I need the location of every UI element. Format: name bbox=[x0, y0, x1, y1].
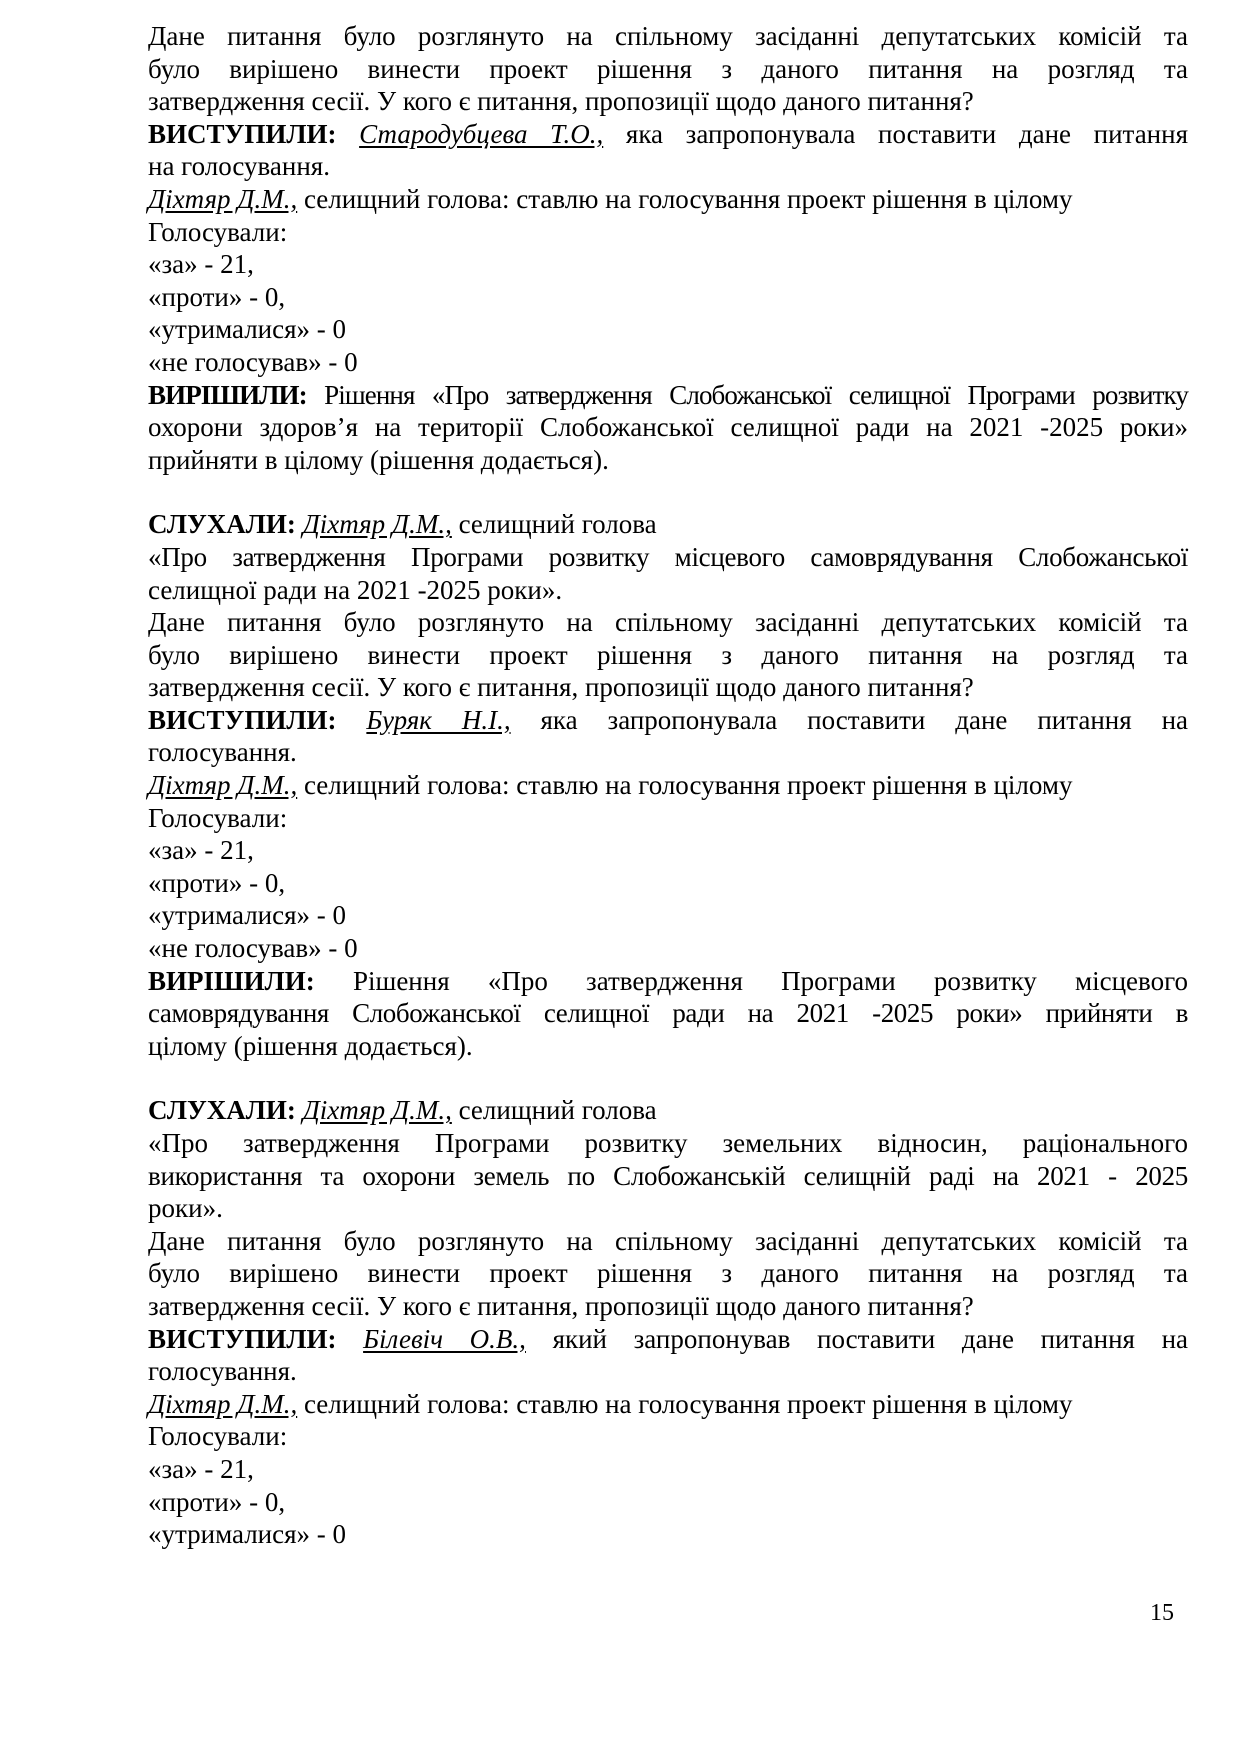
head-text: селищний голова: ставлю на голосування проект рішення в цілому bbox=[297, 770, 1073, 801]
intro-line: затвердження сесії. У кого є питання, пропозиції щодо даного питання? bbox=[148, 1290, 974, 1321]
spoke-label: ВИСТУПИЛИ: bbox=[148, 118, 337, 149]
head-name: Діхтяр Д.М., bbox=[148, 183, 298, 214]
decided-line bbox=[148, 379, 1188, 412]
topic-line: «Про затвердження Програми розвитку земельних відносин, раціонального bbox=[148, 1128, 1188, 1158]
spoke-line-cont: голосування. bbox=[148, 1356, 297, 1387]
vote-abstained: «утрималися» - 0 bbox=[148, 900, 347, 931]
head-text: селищний голова: ставлю на голосування проект рішення в цілому bbox=[297, 1388, 1073, 1419]
heard-label: СЛУХАЛИ: bbox=[148, 1095, 296, 1126]
heard-name: Діхтяр Д.М., bbox=[302, 1095, 452, 1126]
decided-label: ВИРІШИЛИ: bbox=[148, 965, 315, 996]
vote-against: «проти» - 0, bbox=[148, 867, 286, 898]
intro-line: було вирішено винести проект рішення з даного питання на розгляд та bbox=[148, 53, 1188, 84]
votes-heading: Голосували: bbox=[148, 216, 288, 247]
spoke-line bbox=[148, 118, 1188, 151]
vote-for: «за» - 21, bbox=[148, 835, 254, 866]
votes-heading: Голосували: bbox=[148, 1421, 288, 1452]
heard-label: СЛУХАЛИ: bbox=[148, 509, 296, 540]
decided-line bbox=[148, 965, 1188, 998]
vote-abstained: «утрималися» - 0 bbox=[148, 1519, 347, 1550]
intro-line: Дане питання було розглянуто на спільному засіданні депутатських комісій та bbox=[148, 21, 1188, 51]
vote-not-voted: «не голосував» - 0 bbox=[148, 346, 358, 377]
topic-line: використання та охорони земель по Слобожанській селищній раді на 2021 - 2025 bbox=[148, 1160, 1188, 1191]
votes-heading: Голосували: bbox=[148, 802, 288, 833]
topic-line: селищної ради на 2021 -2025 роки». bbox=[148, 574, 563, 605]
intro-line: було вирішено винести проект рішення з даного питання на розгляд та bbox=[148, 1258, 1188, 1289]
spoke-line-cont: голосування. bbox=[148, 737, 297, 768]
vote-against: «проти» - 0, bbox=[148, 1486, 286, 1517]
spoke-text: яка запропонувала поставити дане питання на bbox=[510, 704, 1189, 735]
page-number: 15 bbox=[1150, 1600, 1174, 1626]
head-line bbox=[148, 1388, 1188, 1421]
decided-label: ВИРІШИЛИ: bbox=[148, 379, 307, 410]
heard-role: селищний голова bbox=[451, 509, 657, 540]
heard-line bbox=[148, 1094, 1188, 1127]
decided-line: прийняти в цілому (рішення додається). bbox=[148, 444, 609, 475]
intro-line: Дане питання було розглянуто на спільному засіданні депутатських комісій та bbox=[148, 607, 1188, 638]
intro-line: затвердження сесії. У кого є питання, пропозиції щодо даного питання? bbox=[148, 86, 974, 117]
spoke-label: ВИСТУПИЛИ: bbox=[148, 704, 337, 735]
decided-text: Рішення «Про затвердження Програми розвитку місцевого bbox=[314, 965, 1188, 996]
intro-line: Дане питання було розглянуто на спільному засіданні депутатських комісій та bbox=[148, 1225, 1188, 1256]
intro-line: затвердження сесії. У кого є питання, пропозиції щодо даного питання? bbox=[148, 672, 974, 703]
agenda-item-self-government bbox=[148, 508, 1188, 1062]
vote-abstained: «утрималися» - 0 bbox=[148, 314, 347, 345]
spoke-text: який запропонував поставити дане питання на bbox=[525, 1323, 1189, 1354]
decided-line: охорони здоров’я на території Слобожанської селищної ради на 2021 -2025 роки» bbox=[148, 412, 1188, 443]
spoke-line bbox=[148, 704, 1188, 737]
intro-line: було вирішено винести проект рішення з даного питання на розгляд та bbox=[148, 639, 1188, 670]
heard-name: Діхтяр Д.М., bbox=[302, 509, 452, 540]
speaker-name: Буряк Н.І., bbox=[366, 704, 511, 735]
topic-line: «Про затвердження Програми розвитку місцевого самоврядування Слобожанської bbox=[148, 541, 1188, 572]
vote-for: «за» - 21, bbox=[148, 1453, 254, 1484]
head-text: селищний голова: ставлю на голосування проект рішення в цілому bbox=[297, 183, 1073, 214]
vote-for: «за» - 21, bbox=[148, 249, 254, 280]
head-name: Діхтяр Д.М., bbox=[148, 770, 298, 801]
vote-against: «проти» - 0, bbox=[148, 281, 286, 312]
heard-line bbox=[148, 508, 1188, 541]
head-line bbox=[148, 769, 1188, 802]
vote-not-voted: «не голосував» - 0 bbox=[148, 933, 358, 964]
document-page bbox=[148, 20, 1188, 1551]
decided-text: Рішення «Про затвердження Слобожанської селищної Програми розвитку bbox=[306, 379, 1188, 410]
spoke-line bbox=[148, 1323, 1188, 1356]
head-line bbox=[148, 183, 1188, 216]
spoke-label: ВИСТУПИЛИ: bbox=[148, 1323, 337, 1354]
decided-line: цілому (рішення додається). bbox=[148, 1030, 473, 1061]
agenda-item-land-relations bbox=[148, 1094, 1188, 1550]
speaker-name: Білевіч О.В., bbox=[363, 1323, 526, 1354]
agenda-item-healthcare bbox=[148, 20, 1188, 476]
spoke-line-cont: на голосування. bbox=[148, 151, 330, 182]
decided-line: самоврядування Слобожанської селищної ради на 2021 -2025 роки» прийняти в bbox=[148, 998, 1188, 1029]
topic-line: роки». bbox=[148, 1193, 223, 1224]
spoke-text: яка запропонувала поставити дане питання bbox=[603, 118, 1188, 149]
heard-role: селищний голова bbox=[451, 1095, 657, 1126]
head-name: Діхтяр Д.М., bbox=[148, 1388, 298, 1419]
speaker-name: Стародубцева Т.О., bbox=[359, 118, 604, 149]
